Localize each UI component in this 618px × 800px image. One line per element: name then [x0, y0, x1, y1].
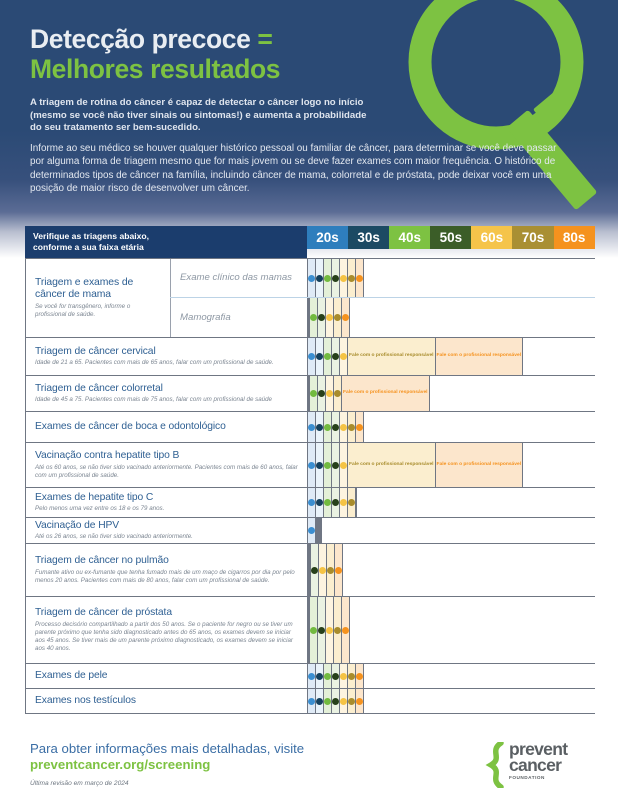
- table-cell-50s: [331, 689, 339, 713]
- row-label: [25, 518, 307, 543]
- table-row: [170, 259, 595, 297]
- table-cell-50s: [331, 338, 339, 375]
- age-column-header-20s[interactable]: 20s: [307, 226, 348, 249]
- table-cell-60s: [325, 298, 333, 337]
- age-column-header-40s[interactable]: 40s: [389, 226, 430, 249]
- table-cell-80s: [320, 518, 322, 543]
- row-label: [25, 376, 307, 411]
- footer-line-1: Para obter informações mais detalhadas, visite: [30, 741, 305, 756]
- status-dot: [308, 499, 315, 506]
- row-label: [25, 689, 307, 713]
- subrow-label: [170, 298, 307, 337]
- status-dot: [308, 275, 315, 282]
- page-title-line2: Melhores resultados: [30, 54, 281, 84]
- status-dot: [324, 353, 331, 360]
- row-title: Triagem e exames de câncer de mama: [35, 276, 134, 301]
- status-dot: [310, 314, 317, 321]
- status-dot: [334, 314, 341, 321]
- row-note: Fumante ativo ou ex-fumante que tenha fumado mais de um maço de cigarros por dia por pelo menos 20 anos. Pacientes com mais de 80 anos, falar com um profissional de saúde.: [35, 568, 295, 584]
- table-cell-40s: [309, 597, 317, 663]
- status-dot: [342, 314, 349, 321]
- prevent-cancer-foundation-logo: [483, 739, 595, 789]
- table-cell-60s: [339, 664, 347, 688]
- table-row: [25, 597, 595, 664]
- table-cell-70s: [347, 338, 435, 375]
- row-title: Vacinação de HPV: [35, 519, 120, 531]
- table-cell-20s: [307, 338, 315, 375]
- status-dot: [340, 673, 347, 680]
- table-cell-60s: [339, 338, 347, 375]
- table-cell-60s: [325, 597, 333, 663]
- status-dot: [316, 275, 323, 282]
- row-label: [25, 544, 307, 596]
- row-title: Triagem de câncer no pulmão: [35, 554, 169, 566]
- status-dot: [316, 499, 323, 506]
- table-cell-40s: [323, 664, 331, 688]
- table-cell-30s: [315, 412, 323, 442]
- logo-text-prevent: prevent: [509, 739, 568, 759]
- subrow-title: Exame clínico das mamas: [180, 272, 292, 283]
- row-group-subrows: [170, 259, 595, 337]
- age-column-header-70s[interactable]: 70s: [512, 226, 553, 249]
- table-cell-80s: [355, 689, 364, 713]
- row-label: [25, 412, 307, 442]
- row-title: Exames de pele: [35, 669, 108, 681]
- age-column-header-60s[interactable]: 60s: [471, 226, 512, 249]
- row-label: [25, 338, 307, 375]
- consult-professional-note: Fale com o profissional responsável: [349, 353, 434, 359]
- row-label: [25, 443, 307, 487]
- table-cell-20s: [307, 518, 315, 543]
- lead-paragraph: A triagem de rotina do câncer é capaz de detectar o câncer logo no início (mesmo se você não tiver sinais ou sintomas!) e aumenta a probabilidade do seu tratamento ser bem-sucedido.: [30, 97, 367, 134]
- intro-paragraph: Informe ao seu médico se houver qualquer histórico pessoal ou familiar de câncer, para determinar se você deve passar por alguma forma de triagem mesmo que for mais jovem ou se deve fazer exames com maior frequência. O histórico de determinados tipos de câncer na família, incluindo câncer de mama, colorretal e de próstata, pode deixar você em uma posição de maior risco de desenvolver um câncer.: [30, 143, 557, 194]
- table-cell-60s: [325, 376, 333, 411]
- logo-ribbon-icon: [483, 742, 509, 788]
- row-note: Até os 60 anos, se não tiver sido vacinado anteriormente. Pacientes com mais de 60 anos, falar com um profissional de saúde.: [35, 463, 298, 479]
- status-dot: [324, 673, 331, 680]
- status-dot: [334, 390, 341, 397]
- table-cell-20s: [307, 664, 315, 688]
- table-row-group: [25, 258, 595, 338]
- status-dot: [326, 627, 333, 634]
- row-note: Se você for transgênero, informe o profissional de saúde.: [35, 303, 131, 319]
- status-dot: [308, 673, 315, 680]
- table-cell-40s: [309, 298, 317, 337]
- status-dot: [316, 698, 323, 705]
- table-cell-40s: [323, 443, 331, 487]
- status-dot: [308, 462, 315, 469]
- table-cell-80s: [435, 443, 524, 487]
- table-cell-80s: [341, 597, 350, 663]
- table-cell-40s: [323, 689, 331, 713]
- status-dot: [356, 698, 363, 705]
- table-cell-20s: [307, 488, 315, 517]
- table-row: [25, 664, 595, 689]
- age-column-header-50s[interactable]: 50s: [430, 226, 471, 249]
- status-dot: [324, 424, 331, 431]
- table-cell-60s: [339, 689, 347, 713]
- status-dot: [332, 424, 339, 431]
- screening-table: [25, 226, 595, 714]
- status-dot: [348, 275, 355, 282]
- subrow-title: Mamografia: [180, 311, 231, 323]
- table-row: [25, 376, 595, 412]
- status-dot: [326, 390, 333, 397]
- status-dot: [324, 275, 331, 282]
- table-cell-70s: [326, 544, 334, 596]
- table-cell-40s: [323, 412, 331, 442]
- table-header-instruction: [25, 226, 307, 258]
- status-dot: [308, 698, 315, 705]
- status-dot: [316, 424, 323, 431]
- table-row: [25, 689, 595, 714]
- consult-professional-note: Fale com o profissional responsável: [349, 461, 434, 467]
- status-dot: [316, 462, 323, 469]
- table-cell-80s: [435, 338, 524, 375]
- title-text: Detecção precoce: [30, 24, 258, 54]
- table-row: [25, 443, 595, 488]
- table-cell-60s: [339, 443, 347, 487]
- status-dot: [318, 390, 325, 397]
- table-cell-20s: [307, 412, 315, 442]
- status-dot: [308, 353, 315, 360]
- status-dot: [348, 424, 355, 431]
- table-cell-60s: [339, 412, 347, 442]
- footer-revision-date: Última revisão em março de 2024: [30, 780, 129, 787]
- row-title: Triagem de câncer cervical: [35, 345, 156, 357]
- table-cell-40s: [323, 259, 331, 297]
- table-cell-30s: [315, 664, 323, 688]
- table-cell-70s: [347, 664, 355, 688]
- status-dot: [332, 275, 339, 282]
- table-row: [25, 518, 595, 544]
- status-dot: [316, 673, 323, 680]
- table-cell-40s: [323, 338, 331, 375]
- table-cell-50s: [310, 544, 318, 596]
- table-cell-20s: [307, 689, 315, 713]
- status-dot: [356, 275, 363, 282]
- row-title: Triagem de câncer colorretal: [35, 382, 163, 394]
- status-dot: [324, 499, 331, 506]
- table-cell-50s: [331, 664, 339, 688]
- status-dot: [340, 698, 347, 705]
- table-cell-50s: [331, 412, 339, 442]
- status-dot: [334, 627, 341, 634]
- row-note: Pelo menos uma vez entre os 18 e os 79 anos.: [35, 505, 165, 513]
- equals-sign: =: [257, 24, 273, 54]
- status-dot: [356, 424, 363, 431]
- status-dot: [348, 673, 355, 680]
- table-cell-40s: [309, 376, 317, 411]
- status-dot: [332, 499, 339, 506]
- logo-text-foundation: FOUNDATION: [509, 775, 545, 780]
- table-cell-80s: [355, 412, 364, 442]
- row-label: [25, 597, 307, 663]
- table-cell-70s: [347, 259, 355, 297]
- consult-professional-note: Fale com o profissional responsável: [436, 353, 522, 359]
- row-title: Exames de câncer de boca e odontológico: [35, 420, 226, 432]
- status-dot: [318, 314, 325, 321]
- table-header-row: [25, 226, 595, 258]
- table-cell-70s: [333, 298, 341, 337]
- table-cell-70s: [333, 376, 341, 411]
- table-cell-30s: [315, 338, 323, 375]
- status-dot: [308, 424, 315, 431]
- table-cell-50s: [317, 597, 325, 663]
- table-cell-50s: [317, 298, 325, 337]
- status-dot: [318, 627, 325, 634]
- status-dot: [326, 314, 333, 321]
- age-column-header-80s[interactable]: 80s: [554, 226, 595, 249]
- row-group-label: [25, 259, 170, 337]
- table-cell-20s: [307, 259, 315, 297]
- status-dot: [332, 698, 339, 705]
- table-cell-80s: [341, 298, 350, 337]
- consult-professional-note: Fale com o profissional responsável: [343, 390, 428, 396]
- page-title-line1: [30, 24, 430, 54]
- age-column-header-30s[interactable]: 30s: [348, 226, 389, 249]
- subrow-label: [170, 259, 307, 297]
- table-cell-60s: [339, 259, 347, 297]
- row-title: Exames de hepatite tipo C: [35, 491, 154, 503]
- status-dot: [342, 627, 349, 634]
- status-dot: [340, 275, 347, 282]
- status-dot: [340, 499, 347, 506]
- table-row: [25, 412, 595, 443]
- table-cell-30s: [315, 259, 323, 297]
- table-cell-30s: [315, 689, 323, 713]
- table-cell-50s: [317, 376, 325, 411]
- table-cell-80s: [341, 376, 430, 411]
- row-title: Exames nos testículos: [35, 694, 136, 706]
- status-dot: [335, 567, 342, 574]
- row-label: [25, 664, 307, 688]
- table-row: [25, 544, 595, 597]
- consult-professional-note: Fale com o profissional responsável: [436, 461, 522, 467]
- table-cell-30s: [315, 443, 323, 487]
- status-dot: [308, 527, 315, 534]
- status-dot: [332, 673, 339, 680]
- row-note: Idade de 21 a 65. Pacientes com mais de 65 anos, falar com um profissional de saúde.: [35, 359, 274, 367]
- status-dot: [356, 673, 363, 680]
- header-instruction-line: conforme a sua faixa etária: [33, 242, 144, 252]
- logo-text-cancer: cancer: [509, 755, 562, 775]
- table-cell-70s: [347, 689, 355, 713]
- table-cell-80s: [355, 488, 357, 517]
- table-cell-50s: [331, 488, 339, 517]
- status-dot: [332, 353, 339, 360]
- table-row: [25, 338, 595, 376]
- table-cell-70s: [347, 488, 355, 517]
- table-cell-30s: [315, 488, 323, 517]
- status-dot: [310, 627, 317, 634]
- status-dot: [311, 567, 318, 574]
- table-cell-60s: [339, 488, 347, 517]
- status-dot: [319, 567, 326, 574]
- header-instruction-line: Verifique as triagens abaixo,: [33, 231, 150, 241]
- table-row: [25, 488, 595, 518]
- status-dot: [327, 567, 334, 574]
- row-title: Triagem de câncer de próstata: [35, 606, 172, 618]
- status-dot: [332, 462, 339, 469]
- table-cell-20s: [307, 443, 315, 487]
- table-cell-40s: [323, 488, 331, 517]
- table-cell-50s: [331, 259, 339, 297]
- table-cell-70s: [347, 412, 355, 442]
- status-dot: [340, 353, 347, 360]
- status-dot: [340, 424, 347, 431]
- row-note: Idade de 45 a 75. Pacientes com mais de 75 anos, falar com um profissional de saúde: [35, 396, 272, 404]
- status-dot: [340, 462, 347, 469]
- table-cell-60s: [318, 544, 326, 596]
- table-cell-70s: [347, 443, 435, 487]
- status-dot: [348, 698, 355, 705]
- logo-wordmark: [509, 741, 567, 780]
- row-note: Até os 26 anos, se não tiver sido vacinado anteriormente.: [35, 533, 193, 541]
- row-note: Processo decisório compartilhado a partir dos 50 anos. Se o paciente for negro ou se tiver um parente próximo que tenha sido diagnosticado antes do 65 anos, os exames devem se iniciar aos 45 anos. Se tiver mais de um parente próximo diagnosticado, os exames devem se iniciar aos 40 anos.: [35, 620, 293, 653]
- status-dot: [348, 499, 355, 506]
- footer-website-link[interactable]: preventcancer.org/screening: [30, 757, 211, 772]
- row-title: Vacinação contra hepatite tipo B: [35, 449, 180, 461]
- table-cell-50s: [331, 443, 339, 487]
- table-cell-80s: [355, 259, 364, 297]
- status-dot: [310, 390, 317, 397]
- status-dot: [324, 462, 331, 469]
- table-row: [170, 297, 595, 337]
- table-cell-80s: [334, 544, 343, 596]
- status-dot: [316, 353, 323, 360]
- row-label: [25, 488, 307, 517]
- table-cell-70s: [333, 597, 341, 663]
- status-dot: [324, 698, 331, 705]
- header-block: [0, 0, 430, 135]
- table-cell-80s: [355, 664, 364, 688]
